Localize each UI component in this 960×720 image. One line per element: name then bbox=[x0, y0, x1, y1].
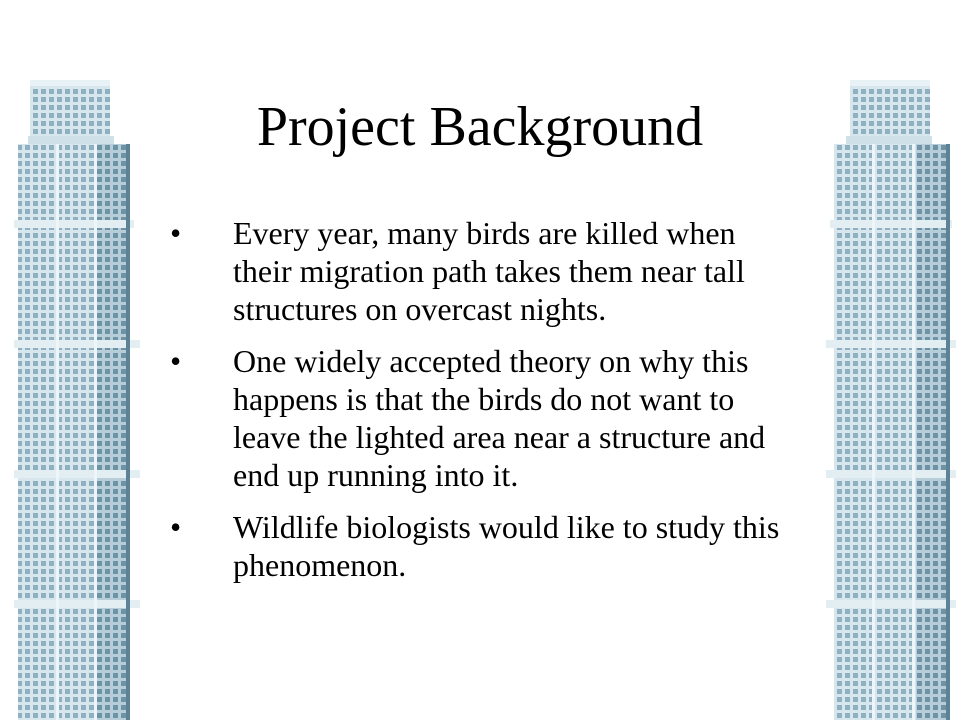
skyscraper-right-image bbox=[820, 0, 960, 720]
bullet-list bbox=[170, 214, 790, 598]
bullet-text: Wildlife biologists would like to study this phenomenon. bbox=[233, 509, 780, 583]
skyscraper-left-image bbox=[0, 0, 140, 720]
bullet-text: One widely accepted theory on why this happens is that the birds do not want to leave the lighted area near a structure and end up running into it. bbox=[233, 343, 766, 493]
slide-title: Project Background bbox=[256, 96, 704, 158]
skyscraper-right-drawing bbox=[820, 0, 960, 720]
bullet-marker-icon: • bbox=[170, 509, 182, 545]
bullet-item bbox=[170, 214, 790, 328]
bullet-marker-icon: • bbox=[170, 215, 182, 251]
skyscraper-left-drawing bbox=[0, 0, 140, 720]
bullet-item bbox=[170, 508, 790, 584]
bullet-marker-icon: • bbox=[170, 343, 182, 379]
bullet-item bbox=[170, 342, 790, 494]
bullet-text: Every year, many birds are killed when their migration path takes them near tall structures on overcast nights. bbox=[233, 215, 745, 327]
